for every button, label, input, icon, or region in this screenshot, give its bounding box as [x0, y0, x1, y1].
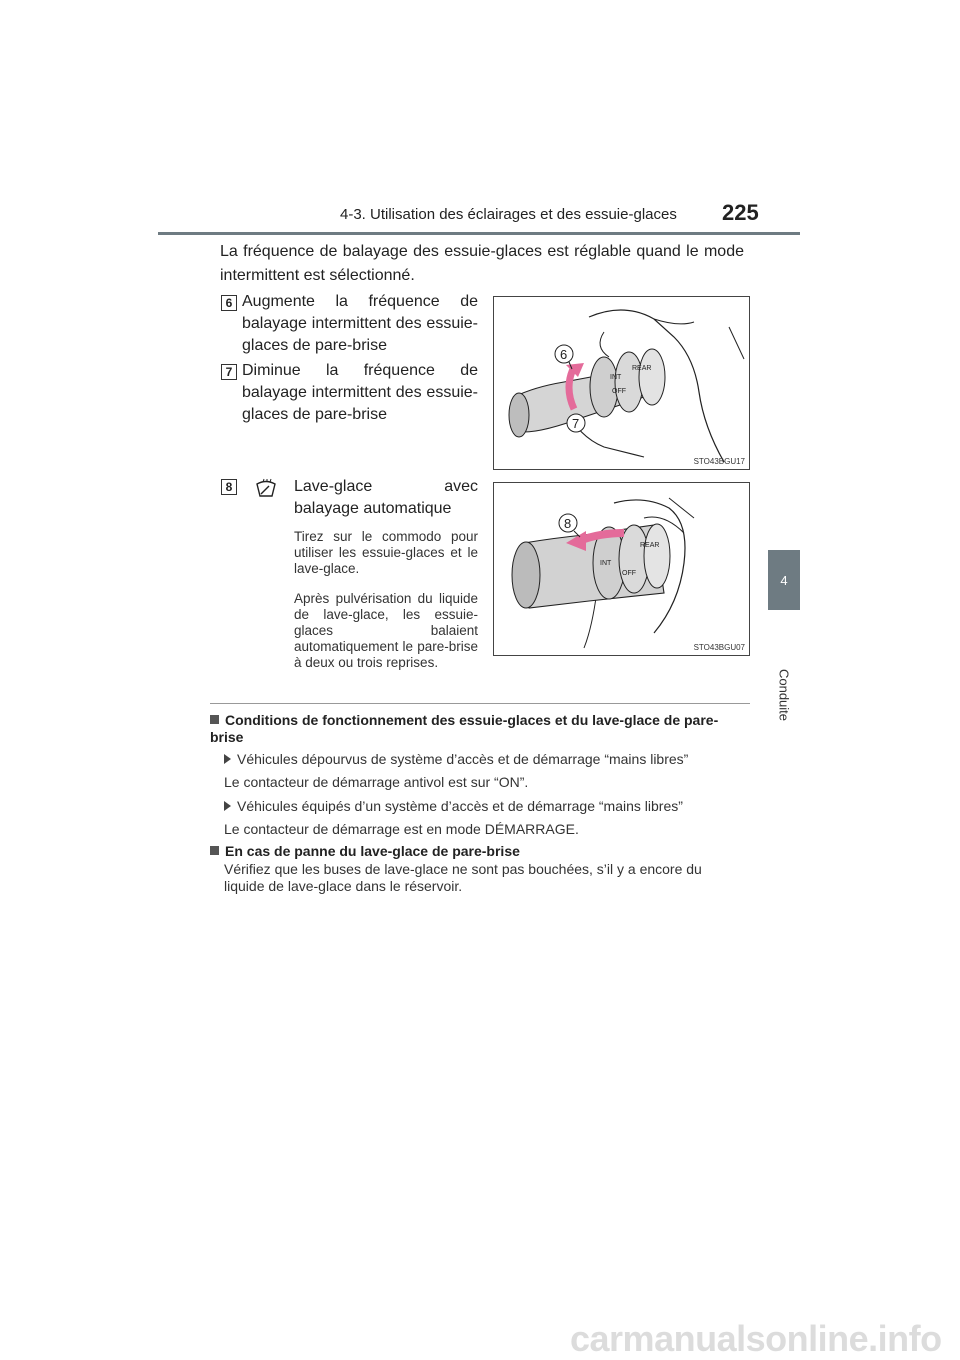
intro-paragraph: La fréquence de balayage des essuie-glaces est réglable quand le mode intermittent est sélectionné. — [220, 243, 744, 284]
watermark: carmanualsonline.info — [570, 1318, 942, 1359]
text-failure: Vérifiez que les buses de lave-glace ne sont pas bouchées, s’il y a encore du liquide de lave-glace dans le réservoir. — [224, 861, 702, 894]
washer-lever-illustration — [494, 483, 749, 655]
bullet-no-smart-key: Véhicules dépourvus de système d’accès et de démarrage “mains libres” — [224, 751, 754, 768]
triangle-bullet-icon — [224, 754, 231, 764]
callout-6: 6 — [560, 347, 568, 362]
item-title-8: Lave-glace avec balayage automatique — [294, 478, 478, 517]
section-heading-conditions: Conditions de fonctionnement des essuie-glaces et du lave-glace de pare-brise — [210, 712, 719, 745]
figure-wiper-frequency — [493, 296, 750, 470]
figure-washer — [493, 482, 750, 656]
windshield-washer-icon — [255, 478, 277, 498]
chapter-tab — [768, 550, 800, 610]
text-no-smart-key: Le contacteur de démarrage antivol est sur “ON”. — [224, 774, 529, 790]
chapter-number: 4 — [780, 572, 788, 588]
section-divider — [210, 703, 750, 704]
item-number-8: 8 — [221, 479, 237, 495]
callout-8: 8 — [564, 516, 572, 531]
switch-label-int-2: INT — [600, 560, 612, 567]
item-text-7: Diminue la fréquence de balayage intermittent des essuie-glaces de pare-brise — [242, 362, 478, 423]
item-note-8b: Après pulvérisation du liquide de lave-glace, les essuie-glaces balaient automatiquement le pare-brise à deux ou trois reprises. — [294, 591, 478, 670]
item-number-6: 6 — [221, 295, 237, 311]
header-rule — [158, 232, 800, 235]
switch-label-off: OFF — [612, 388, 626, 395]
section-marker-icon — [210, 846, 219, 855]
item-note-8a: Tirez sur le commodo pour utiliser les essuie-glaces et le lave-glace. — [294, 529, 478, 576]
switch-label-off-2: OFF — [622, 570, 636, 577]
section-marker-icon — [210, 715, 219, 724]
item-text-6: Augmente la fréquence de balayage intermittent des essuie-glaces de pare-brise — [242, 293, 478, 354]
bullet-smart-key: Véhicules équipés d’un système d’accès et de démarrage “mains libres” — [224, 798, 754, 815]
switch-label-int: INT — [610, 374, 622, 381]
switch-label-rear: REAR — [632, 365, 652, 372]
callout-7: 7 — [572, 416, 580, 431]
item-number-7: 7 — [221, 364, 237, 380]
chapter-label: Conduite — [776, 668, 792, 722]
figure-code: STO43BGU17 — [693, 457, 745, 466]
triangle-bullet-icon — [224, 801, 231, 811]
section-title: 4-3. Utilisation des éclairages et des essuie-glaces — [340, 206, 677, 223]
section-heading-failure: En cas de panne du lave-glace de pare-brise — [210, 843, 750, 860]
figure-code: STO43BGU07 — [693, 643, 745, 652]
switch-label-rear-2: REAR — [640, 542, 660, 549]
text-smart-key: Le contacteur de démarrage est en mode DÉMARRAGE. — [224, 821, 579, 837]
wiper-lever-illustration — [494, 297, 749, 469]
page-number: 225 — [722, 200, 759, 225]
